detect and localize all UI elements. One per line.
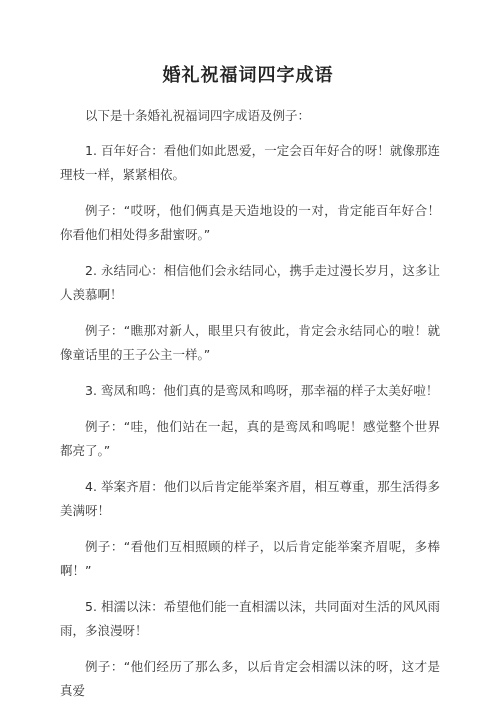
- paragraph-9: 5. 相濡以沫：希望他们能一直相濡以沫，共同面对生活的风风雨雨，多浪漫呀！: [60, 599, 440, 638]
- paragraph-1: 1. 百年好合：看他们如此恩爱，一定会百年好合的呀！就像那连理枝一样，紧紧相依。: [60, 143, 440, 182]
- paragraph-10: 例子：“他们经历了那么多，以后肯定会相濡以沫的呀，这才是真爱: [60, 659, 440, 698]
- document-body: [60, 104, 440, 715]
- paragraph-5: 3. 鸾凤和鸣：他们真的是鸾凤和鸣呀，那幸福的样子太美好啦！: [85, 383, 439, 398]
- paragraph-2: 例子：“哎呀，他们俩真是天造地设的一对，肯定能百年好合！你看他们相处得多甜蜜呀。”: [60, 203, 440, 242]
- paragraph-6: 例子：“哇，他们站在一起，真的是鸾凤和鸣呢！感觉整个世界都亮了。”: [60, 419, 440, 458]
- paragraph-4: 例子：“瞧那对新人，眼里只有彼此，肯定会永结同心的啦！就像童话里的王子公主一样。”: [60, 323, 440, 362]
- paragraph-3: 2. 永结同心：相信他们会永结同心，携手走过漫长岁月，这多让人羡慕啊！: [60, 263, 440, 302]
- paragraph-8: 例子：“看他们互相照顾的样子，以后肯定能举案齐眉呢，多棒啊！”: [60, 539, 440, 578]
- intro-paragraph: 以下是十条婚礼祝福词四字成语及例子：: [85, 108, 311, 123]
- paragraph-7: 4. 举案齐眉：他们以后肯定能举案齐眉，相互尊重，那生活得多美满呀！: [60, 479, 440, 518]
- document-title: 婚礼祝福词四字成语: [162, 65, 334, 86]
